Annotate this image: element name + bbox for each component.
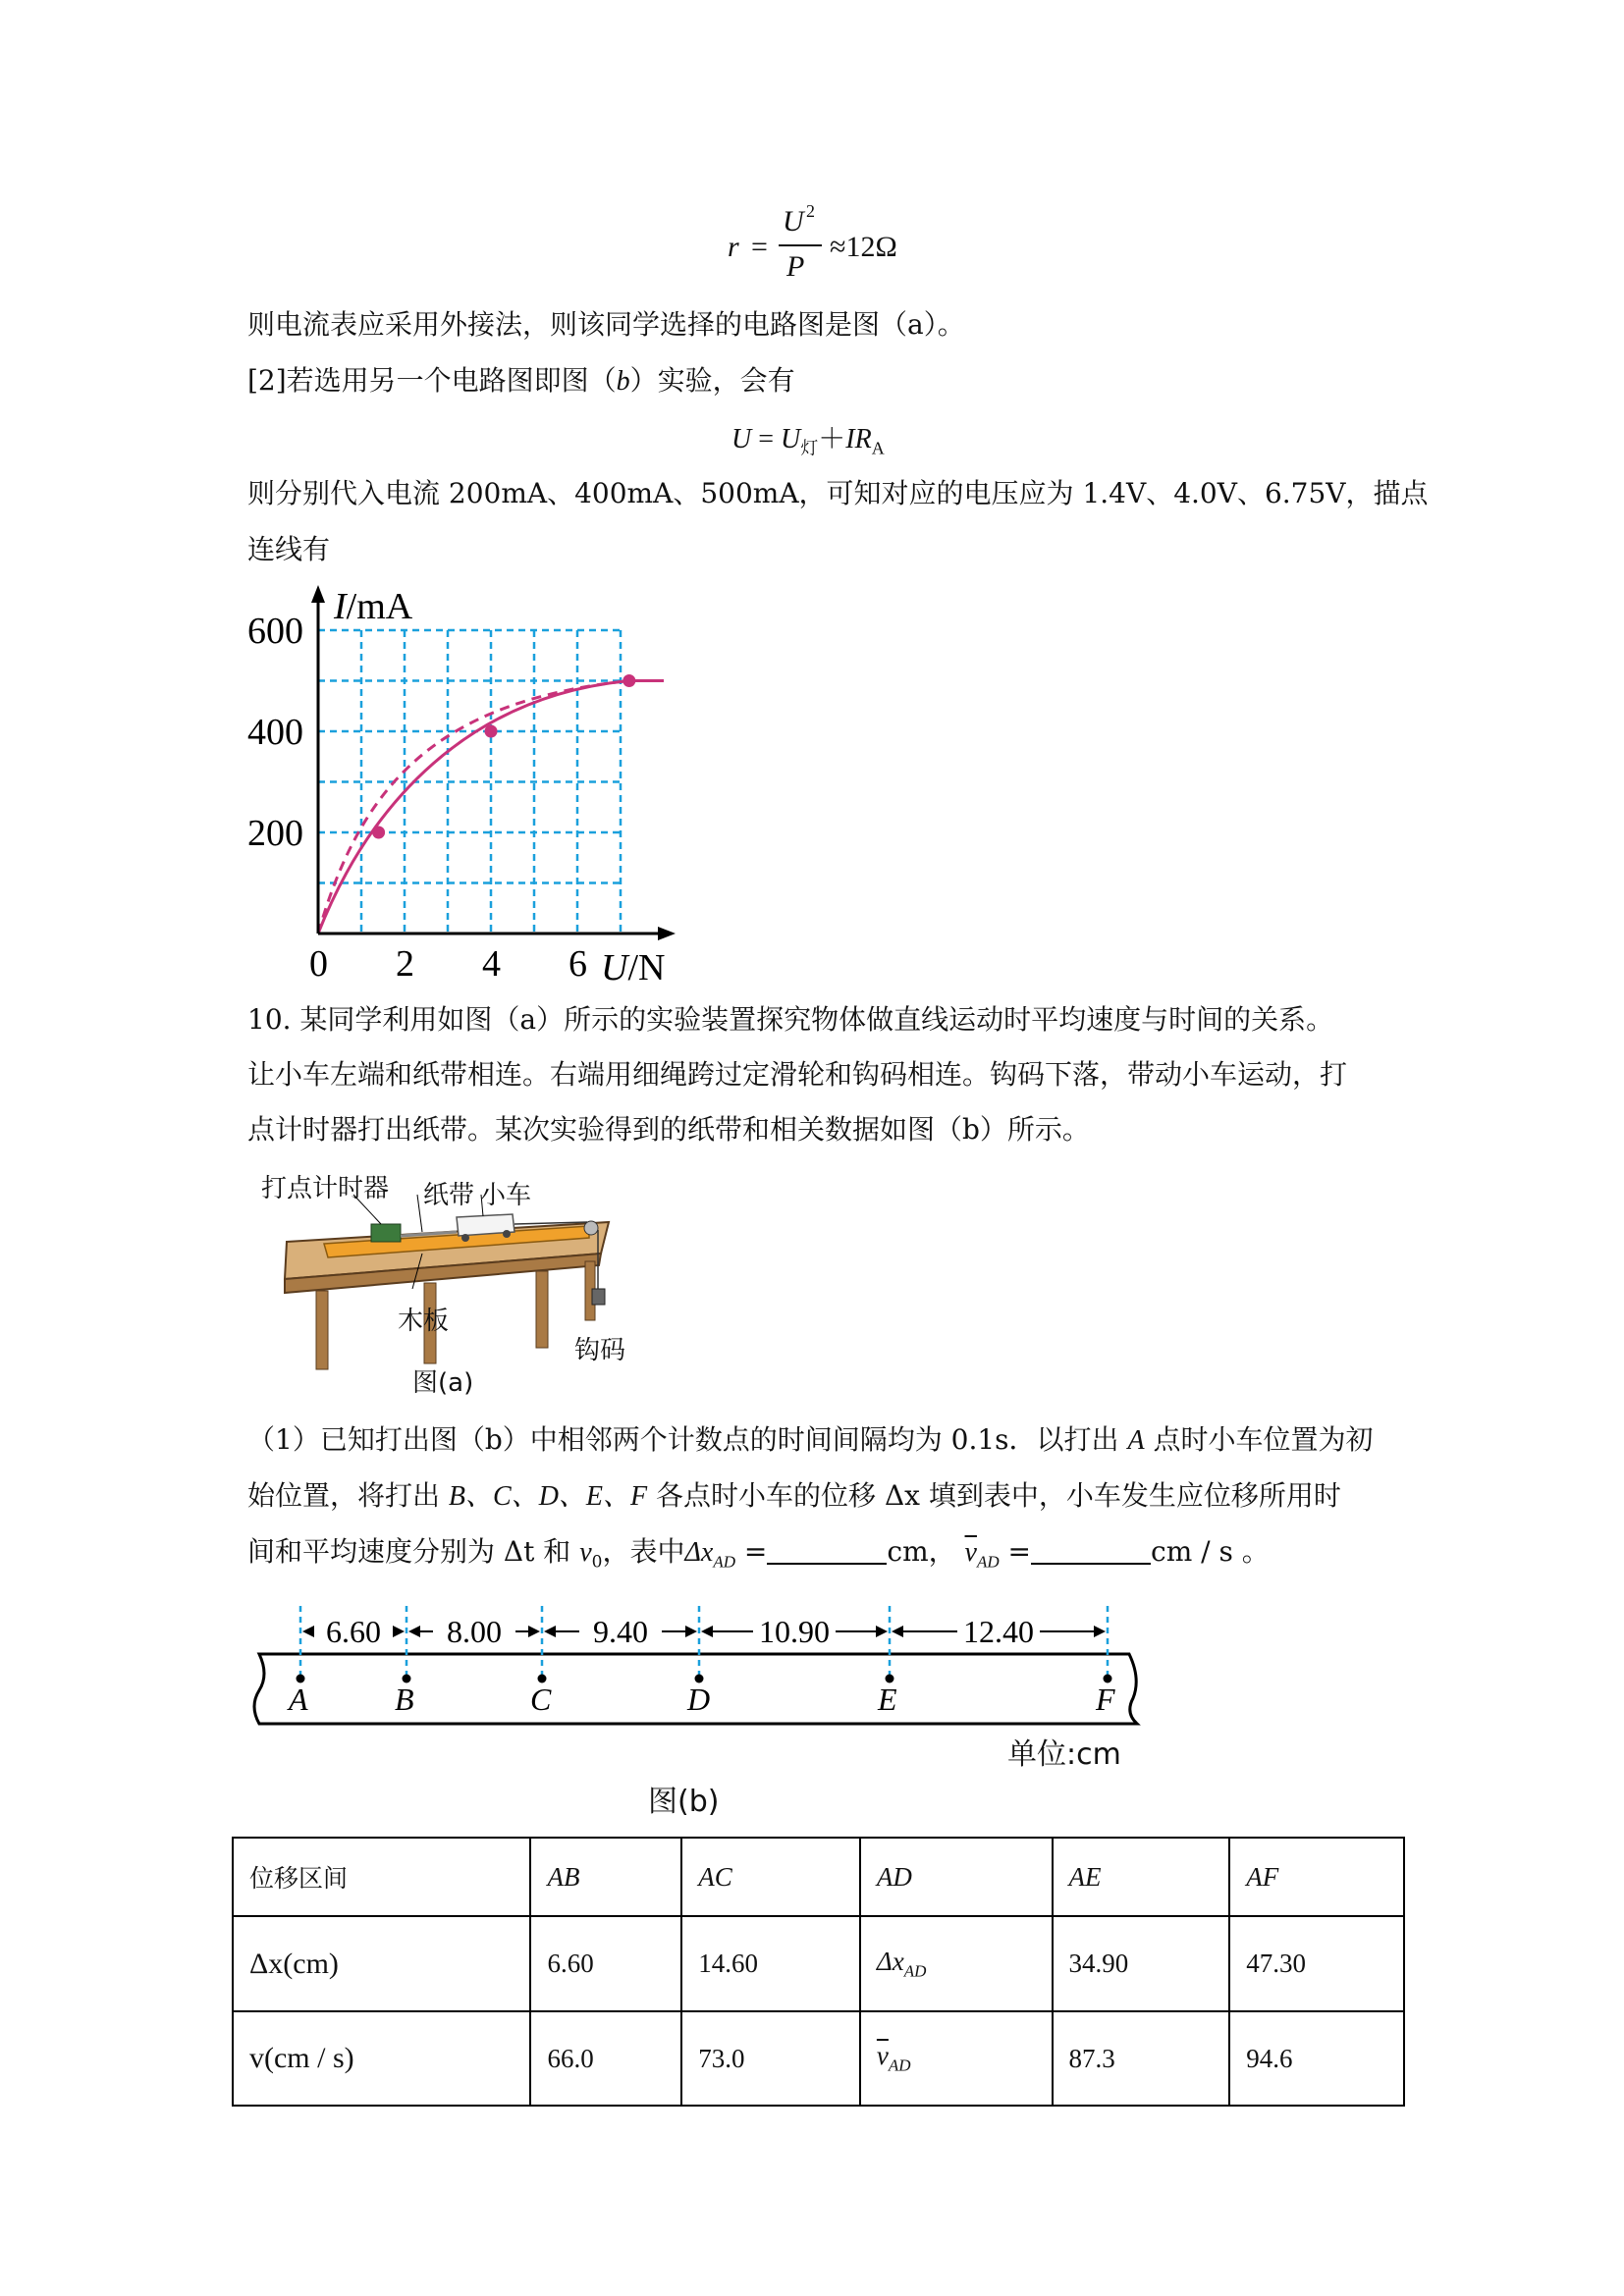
label-weight: 钩码 bbox=[574, 1336, 626, 1365]
tape-point-label: B bbox=[395, 1682, 414, 1717]
table-cell: 87.3 bbox=[1053, 2011, 1230, 2106]
segment-length-label: 10.90 bbox=[759, 1614, 830, 1649]
table-cell: AD bbox=[860, 1838, 1053, 1916]
chart-markers bbox=[372, 674, 635, 839]
table-cell: AE bbox=[1053, 1838, 1230, 1916]
p1-c-sub: 0 bbox=[591, 1552, 603, 1573]
table-cell: 66.0 bbox=[530, 2011, 681, 2106]
y-tick-label: 400 bbox=[247, 712, 303, 753]
formula2-plus: ＋ bbox=[818, 424, 846, 454]
formula-u bbox=[731, 420, 885, 468]
table-cell: 6.60 bbox=[530, 1916, 681, 2011]
formula-r-rhs: ≈12Ω bbox=[830, 231, 897, 263]
table-leg bbox=[316, 1291, 328, 1369]
segment-arrowhead bbox=[544, 1626, 556, 1637]
p1-c4: cm， bbox=[887, 1535, 956, 1568]
table-leg bbox=[536, 1271, 548, 1348]
p1-c-v: v bbox=[579, 1537, 592, 1568]
p1-a: （1）已知打出图（b）中相邻两个计数点的时间间隔均为 0.1s．以打出 bbox=[247, 1423, 1119, 1456]
table-header-row bbox=[233, 1838, 1404, 1916]
series-dashed bbox=[318, 681, 629, 934]
text-line-2 bbox=[247, 361, 795, 401]
y-axis-arrow bbox=[311, 585, 325, 603]
data-point bbox=[623, 674, 635, 687]
segment-arrowhead bbox=[393, 1626, 405, 1637]
p1-c1: 间和平均速度分别为 Δt 和 bbox=[247, 1535, 571, 1568]
figure-b-caption: 图(b) bbox=[648, 1785, 720, 1819]
tape-unit: 单位:cm bbox=[1007, 1737, 1121, 1772]
table-cell: AC bbox=[681, 1838, 860, 1916]
cart-wheel bbox=[461, 1234, 469, 1242]
data-point bbox=[485, 725, 498, 738]
formula-r-sup: 2 bbox=[806, 201, 815, 221]
text-line-3a: 则分别代入电流 200mA、400mA、500mA，可知对应的电压应为 1.4V、4.0V、6.75V，描点 bbox=[247, 477, 1429, 509]
table-cell: AB bbox=[530, 1838, 681, 1916]
formula2-sub: 灯 bbox=[800, 438, 819, 458]
q10-line-1: 10. 某同学利用如图（a）所示的实验装置探究物体做直线运动时平均速度与时间的关系。 bbox=[247, 1003, 1334, 1036]
tape-point-label: A bbox=[289, 1682, 308, 1717]
text-line-3b: 连线有 bbox=[247, 533, 331, 565]
formula2-ir: IR bbox=[845, 424, 872, 454]
p1-c-v2: $\overline{v}$ bbox=[964, 1537, 977, 1568]
formula2-sub2: A bbox=[871, 438, 885, 458]
segment-arrowhead bbox=[892, 1626, 903, 1637]
p1-b1: 始位置，将打出 bbox=[247, 1479, 441, 1512]
table-cell: 73.0 bbox=[681, 2011, 860, 2106]
tape-point-label: F bbox=[1096, 1682, 1115, 1717]
segment-arrowhead bbox=[302, 1626, 314, 1637]
x-axis-arrow bbox=[658, 927, 676, 940]
segment-arrowhead bbox=[876, 1626, 888, 1637]
x-axis-label: U/N bbox=[601, 947, 666, 987]
table-cell: 14.60 bbox=[681, 1916, 860, 2011]
segment-length-label: 8.00 bbox=[447, 1614, 502, 1649]
segment-length-label: 6.60 bbox=[326, 1614, 381, 1649]
segment-length-label: 9.40 bbox=[593, 1614, 648, 1649]
y-axis-label: I/mA bbox=[334, 586, 413, 627]
data-point bbox=[372, 827, 385, 839]
pulley bbox=[584, 1221, 598, 1235]
segment-arrowhead bbox=[701, 1626, 713, 1637]
hook-weight bbox=[592, 1289, 605, 1305]
formula-r-den: P bbox=[786, 250, 805, 283]
table-cell: 34.90 bbox=[1053, 1916, 1230, 2011]
table-row bbox=[233, 1916, 1404, 2011]
formula2-eq: = bbox=[751, 424, 782, 454]
formula-r bbox=[728, 201, 924, 290]
table-cell: 位移区间 bbox=[233, 1838, 530, 1916]
q10-line-3: 点计时器打出纸带。某次实验得到的纸带和相关数据如图（b）所示。 bbox=[247, 1113, 1090, 1146]
data-table bbox=[232, 1837, 1405, 2107]
y-tick-label: 600 bbox=[247, 611, 303, 652]
table-cell: 94.6 bbox=[1229, 2011, 1404, 2106]
p1-c-ad: AD bbox=[713, 1552, 736, 1572]
table-cell: v(cm / s) bbox=[233, 2011, 530, 2106]
table-cell: 47.30 bbox=[1229, 1916, 1404, 2011]
part1-line-1 bbox=[247, 1420, 1373, 1461]
segment-length-label: 12.40 bbox=[963, 1614, 1034, 1649]
answer-blank-dx[interactable] bbox=[767, 1535, 887, 1565]
formula-r-eq: = bbox=[751, 231, 768, 263]
segment-arrowhead bbox=[528, 1626, 540, 1637]
p1-a2: 点时小车位置为初 bbox=[1153, 1423, 1374, 1456]
label-timer: 打点计时器 bbox=[261, 1174, 390, 1203]
p1-c6: cm / s 。 bbox=[1151, 1535, 1270, 1568]
segment-arrowhead bbox=[1094, 1626, 1106, 1637]
table-row bbox=[233, 2011, 1404, 2106]
table-cell: AF bbox=[1229, 1838, 1404, 1916]
pointer-tape bbox=[417, 1195, 422, 1232]
line2-b: b bbox=[616, 366, 630, 397]
x-tick-label: 0 bbox=[309, 943, 328, 985]
table-cell bbox=[860, 1916, 1053, 2011]
x-tick-label: 2 bbox=[396, 943, 414, 985]
x-tick-label: 6 bbox=[568, 943, 587, 985]
p1-c-dx: Δx bbox=[684, 1537, 714, 1568]
y-tick-label: 200 bbox=[247, 813, 303, 854]
part1-line-2 bbox=[247, 1476, 1341, 1517]
table-cell bbox=[860, 2011, 1053, 2106]
tape-point-label: D bbox=[687, 1682, 711, 1717]
p1-c-ad2: AD bbox=[976, 1552, 1000, 1572]
p1-b-pts: B、C、D、E、F bbox=[448, 1481, 648, 1512]
label-board: 木板 bbox=[398, 1307, 450, 1336]
label-cart: 小车 bbox=[480, 1181, 532, 1210]
fraction-bar bbox=[779, 244, 822, 246]
formula-r-lhs: r bbox=[728, 231, 739, 263]
p1-c5: = bbox=[1007, 1535, 1032, 1568]
text-line-1: 则电流表应采用外接法，则该同学选择的电路图是图（a）。 bbox=[247, 308, 965, 341]
formula-r-num: U bbox=[783, 205, 804, 238]
p1-c2: ，表中 bbox=[602, 1535, 685, 1568]
tape-marks bbox=[287, 1606, 1115, 1717]
answer-blank-v[interactable] bbox=[1031, 1535, 1151, 1565]
iu-chart bbox=[236, 579, 687, 987]
v-ad-cell: $\overline{v}_{AD}$ bbox=[876, 2041, 911, 2075]
segment-arrowhead bbox=[685, 1626, 697, 1637]
chart-grid bbox=[318, 630, 621, 934]
segment-arrowhead bbox=[408, 1626, 420, 1637]
part1-line-3 bbox=[247, 1532, 1270, 1582]
tape-point-label: C bbox=[530, 1682, 552, 1717]
dx-ad-cell: $\Delta x_{AD}$ bbox=[876, 1946, 927, 1981]
label-tape: 纸带 bbox=[423, 1181, 475, 1210]
formula2-u2: U bbox=[781, 424, 801, 454]
line2-prefix: [2]若选用另一个电路图即图（ bbox=[247, 364, 617, 397]
p1-b2: 各点时小车的位移 Δx 填到表中，小车发生应位移所用时 bbox=[656, 1479, 1341, 1512]
p1-c3: = bbox=[743, 1535, 768, 1568]
formula2-u: U bbox=[731, 424, 752, 454]
figure-a-caption: 图(a) bbox=[412, 1368, 474, 1398]
p1-a-it: A bbox=[1127, 1425, 1145, 1456]
cart-wheel bbox=[503, 1230, 511, 1238]
line2-suffix: ）实验，会有 bbox=[629, 364, 795, 397]
tape-point-label: E bbox=[878, 1682, 897, 1717]
table-cell: Δx(cm) bbox=[233, 1916, 530, 2011]
timer-device bbox=[371, 1224, 401, 1242]
q10-line-2: 让小车左端和纸带相连。右端用细绳跨过定滑轮和钩码相连。钩码下落，带动小车运动，打 bbox=[247, 1058, 1348, 1091]
chart-tick-labels bbox=[247, 611, 587, 985]
x-tick-label: 4 bbox=[482, 943, 501, 985]
